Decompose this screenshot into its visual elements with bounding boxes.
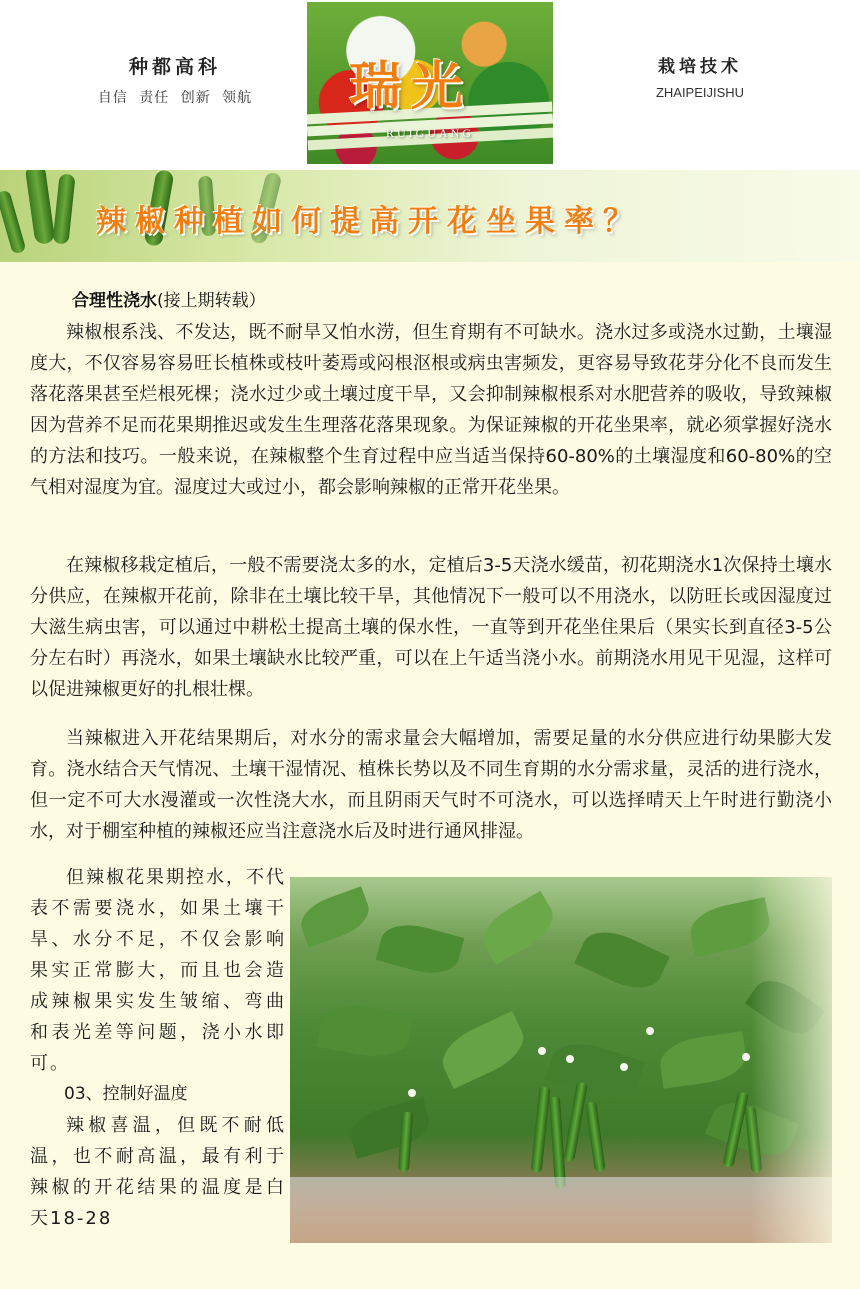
subheading: 03、控制好温度 <box>64 1084 188 1104</box>
brand-name: 种都高科 <box>128 56 221 78</box>
paragraph: 辣椒喜温，但既不耐低温，也不耐高温，最有利于辣椒的开花结果的温度是白天18-28 <box>30 1115 286 1229</box>
section-heading-title: 合理性浇水 <box>72 291 157 311</box>
logo-subtitle: RUIGUANG <box>386 126 474 140</box>
pepper-field-photo <box>290 877 832 1243</box>
paragraph: 当辣椒进入开花结果期后，对水分的需求量会大幅增加，需要足量的水分供应进行幼果膨大发育。浇水结合天气情况、土壤干湿情况、植株长势以及不同生育期的水分需求量，灵活的进行浇水，但一定不可大水漫灌或一次性浇大水，而且阴雨天气时不可浇水，可以选择晴天上午时进行勤浇小水，对于棚室种植的辣椒还应当注意浇水后及时进行通风排湿。 <box>30 728 832 842</box>
page-title: 辣椒种植如何提高开花坐果率？ <box>96 204 642 239</box>
article-body <box>0 262 860 1289</box>
section-label-block <box>600 52 800 100</box>
brand-slogan: 自信 责任 创新 领航 <box>97 90 253 106</box>
section-heading-note: (接上期转载） <box>157 291 266 311</box>
paragraph: 辣椒根系浅、不发达，既不耐旱又怕水涝，但生育期有不可缺水。浇水过多或浇水过勤，土壤湿度大，不仅容易容易旺长植株或枝叶萎焉或闷根沤根或病虫害频发，更容易导致花芽分化不良而发生落花落果甚至烂根死棵；浇水过少或土壤过度干旱，又会抑制辣椒根系对水肥营养的吸收，导致辣椒因为营养不足而花果期推迟或发生生理落花落果现象。为保证辣椒的开花坐果率，就必须掌握好浇水的方法和技巧。一般来说，在辣椒整个生育过程中应当适当保持60-80%的土壤湿度和60-80%的空气相对湿度为宜。湿度过大或过小，都会影响辣椒的正常开花坐果。 <box>30 322 832 498</box>
section-heading <box>72 286 266 311</box>
header <box>0 0 860 170</box>
brand-block <box>60 52 290 107</box>
logo-title: 瑞光 <box>349 56 474 117</box>
pepper-decoration <box>52 173 75 244</box>
pepper-decoration <box>25 170 56 245</box>
paragraph: 但辣椒花果期控水，不代表不需要浇水，如果土壤干旱、水分不足，不仅会影响果实正常膨大，而且也会造成辣椒果实发生皱缩、弯曲和表光差等问题，浇小水即可。 <box>30 867 286 1074</box>
ruiguang-logo <box>307 2 553 164</box>
photo-edge-fade <box>290 877 832 1243</box>
section-pinyin: ZHAIPEIJISHU <box>655 85 745 100</box>
pepper-decoration <box>0 189 27 254</box>
paragraph: 在辣椒移栽定植后，一般不需要浇太多的水，定植后3-5天浇水缓苗，初花期浇水1次保持土壤水分供应，在辣椒开花前，除非在土壤比较干旱，其他情况下一般可以不用浇水，以防旺长或因湿度过大滋生病虫害，可以通过中耕松土提高土壤的保水性，一直等到开花坐住果后（果实长到直径3-5公分左右时）再浇水，如果土壤缺水比较严重，可以在上午适当浇小水。前期浇水用见干见湿，这样可以促进辣椒更好的扎根壮棵。 <box>30 555 832 700</box>
section-name: 栽培技术 <box>658 57 742 77</box>
side-text-column <box>30 862 286 1234</box>
title-banner <box>0 170 860 262</box>
